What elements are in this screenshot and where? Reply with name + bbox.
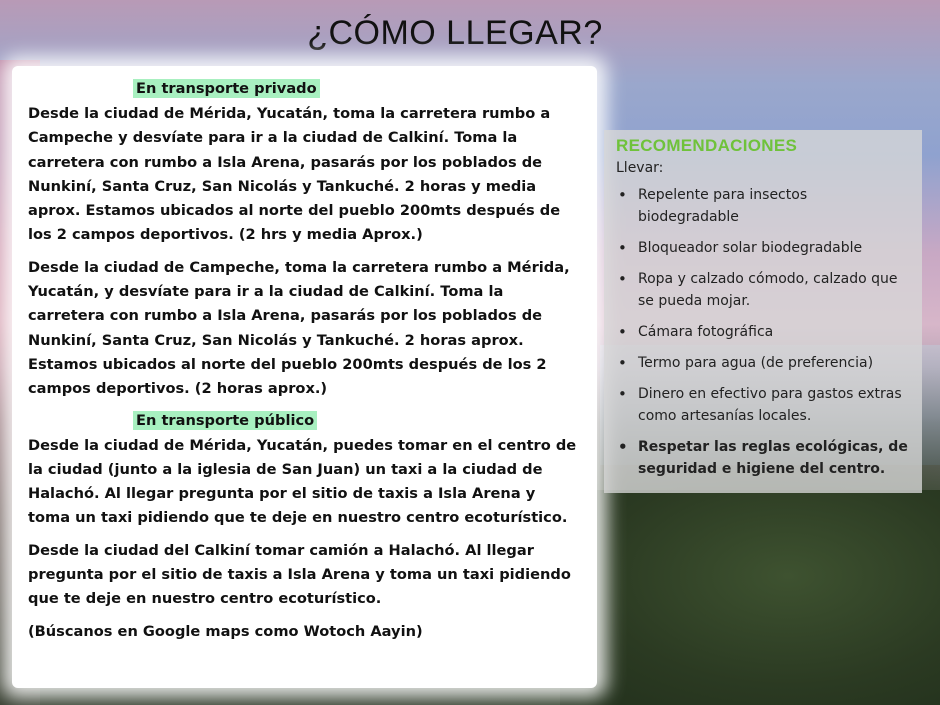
page-title: ¿CÓMO LLEGAR? xyxy=(307,14,603,52)
recommendation-item: • Dinero en efectivo para gastos extras como artesanías locales. xyxy=(616,383,910,427)
recommendations-panel xyxy=(604,130,922,493)
recommendation-item: • Cámara fotográfica xyxy=(616,321,910,343)
recommendation-item: • Bloqueador solar biodegradable xyxy=(616,237,910,259)
recommendation-item: • Repelente para insectos biodegradable xyxy=(616,184,910,228)
private-paragraph-merida: Desde la ciudad de Mérida, Yucatán, toma la carretera rumbo a Campeche y desvíate para ir a la ciudad de Calkiní. Toma la carretera con rumbo a Isla Arena, pasarás por los poblados de Nunkiní, Santa Cruz, San Nicolás y Tankuché. 2 horas y media aprox. Estamos ubicados al norte del pueblo 200mts después de los 2 campos deportivos. (2 hrs y media Aprox.) xyxy=(28,105,561,244)
public-transport-heading: En transporte público xyxy=(133,410,581,432)
recommendations-intro: Llevar: xyxy=(616,160,664,176)
background-forest xyxy=(560,490,940,705)
recommendation-item: • Termo para agua (de preferencia) xyxy=(616,352,910,374)
recommendation-item: • Ropa y calzado cómodo, calzado que se pueda mojar. xyxy=(616,268,910,312)
public-paragraph-calkini: Desde la ciudad del Calkiní tomar camión a Halachó. Al llegar pregunta por el sitio de taxis a Isla Arena y toma un taxi pidiendo que te deje en nuestro centro ecoturístico. xyxy=(28,541,571,608)
private-paragraph-campeche: Desde la ciudad de Campeche, toma la carretera rumbo a Mérida, Yucatán, y desvíate para ir a la ciudad de Calkiní. Toma la carretera con rumbo a Isla Arena, pasarás por los poblados de Nunkiní, Santa Cruz, San Nicolás y Tankuché. 2 horas aprox. Estamos ubicados al norte del pueblo 200mts después de los 2 campos deportivos. (2 horas aprox.) xyxy=(28,258,570,398)
public-paragraph-merida: Desde la ciudad de Mérida, Yucatán, puedes tomar en el centro de la ciudad (junto a la iglesia de San Juan) un taxi a la ciudad de Halachó. Al llegar pregunta por el sitio de taxis a Isla Arena y toma un taxi pidiendo que te deje en nuestro centro ecoturístico. xyxy=(28,436,577,527)
directions-card xyxy=(12,66,597,688)
recommendations-title: RECOMENDACIONES xyxy=(616,136,798,155)
google-maps-note: (Búscanos en Google maps como Wotoch Aayin) xyxy=(28,622,423,640)
private-transport-heading: En transporte privado xyxy=(133,78,581,100)
recommendation-item-rules: • Respetar las reglas ecológicas, de seguridad e higiene del centro. xyxy=(616,436,910,480)
recommendations-list xyxy=(616,184,910,480)
